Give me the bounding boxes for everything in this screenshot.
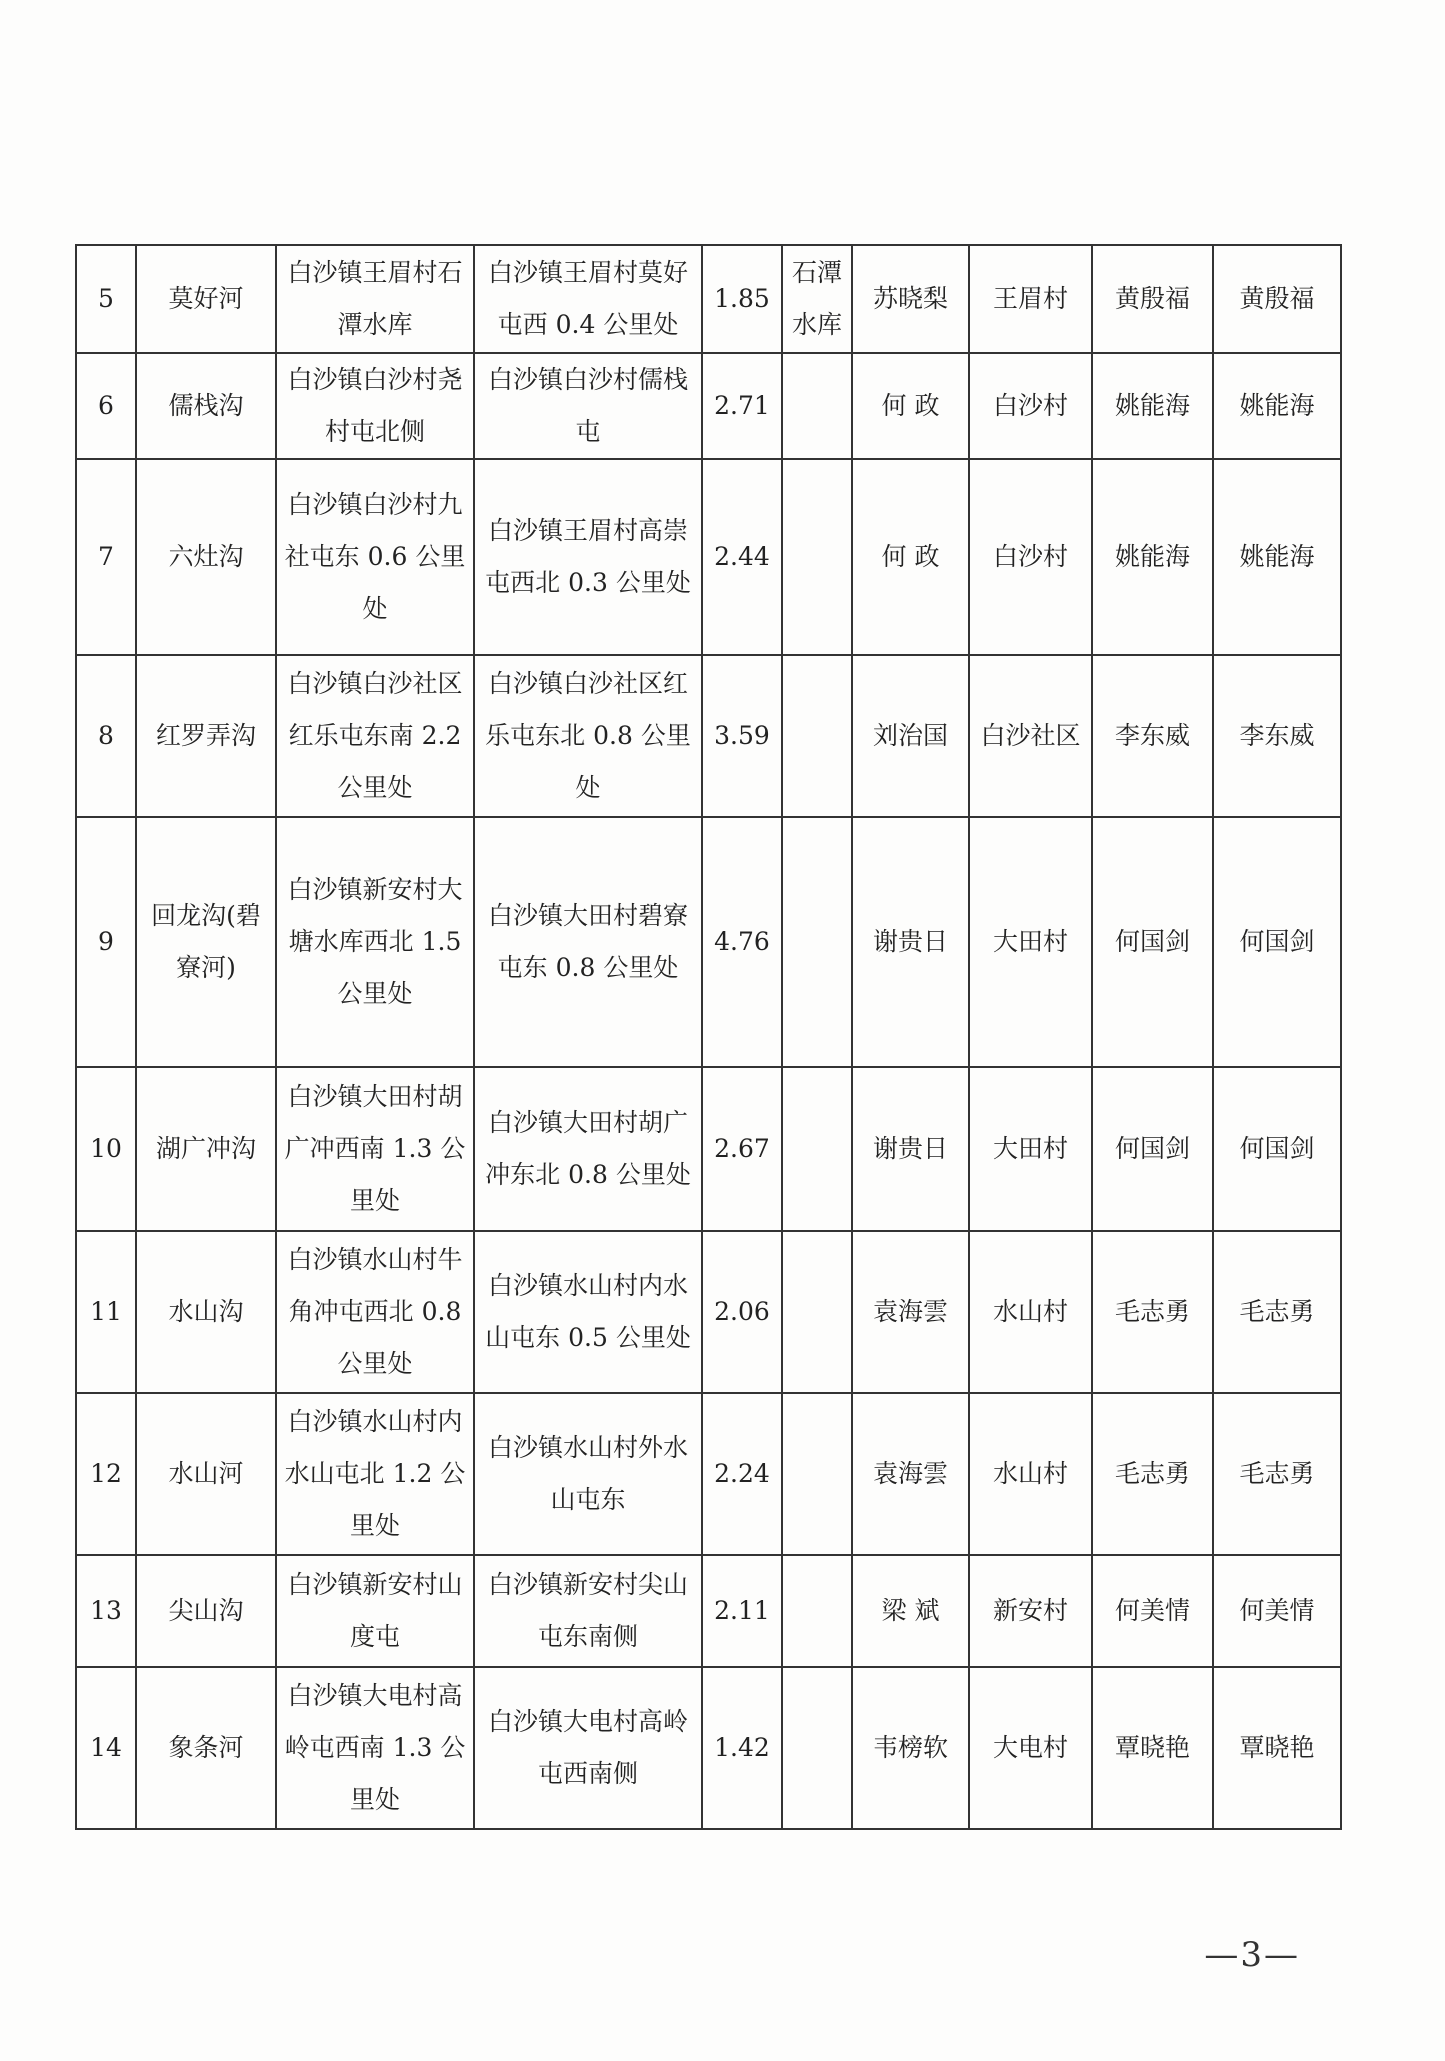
county-chief-cell: 谢贵日 (852, 1067, 969, 1231)
county-chief-cell: 梁 斌 (852, 1555, 969, 1667)
end-point-cell: 白沙镇王眉村莫好屯西 0.4 公里处 (474, 245, 702, 353)
village-chief-cell: 毛志勇 (1092, 1231, 1213, 1393)
county-chief-cell: 何 政 (852, 459, 969, 655)
village-chief-cell: 毛志勇 (1092, 1393, 1213, 1555)
end-point-cell: 白沙镇大田村碧寮屯东 0.8 公里处 (474, 817, 702, 1067)
village-cell: 新安村 (969, 1555, 1092, 1667)
county-chief-cell: 何 政 (852, 353, 969, 459)
length-km-cell: 4.76 (702, 817, 782, 1067)
village-chief-cell: 何美情 (1092, 1555, 1213, 1667)
table-row (76, 1667, 1341, 1829)
village-cell: 白沙村 (969, 459, 1092, 655)
village-chief-cell: 黄殷福 (1092, 245, 1213, 353)
row-number-cell: 8 (76, 655, 136, 817)
village-cell: 大田村 (969, 1067, 1092, 1231)
patroller-cell: 姚能海 (1213, 459, 1341, 655)
patroller-cell: 毛志勇 (1213, 1393, 1341, 1555)
river-name-cell: 水山河 (136, 1393, 276, 1555)
row-number-cell: 14 (76, 1667, 136, 1829)
length-km-cell: 2.11 (702, 1555, 782, 1667)
village-cell: 大田村 (969, 817, 1092, 1067)
table-row (76, 655, 1341, 817)
village-cell: 王眉村 (969, 245, 1092, 353)
row-number-cell: 5 (76, 245, 136, 353)
patroller-cell: 覃晓艳 (1213, 1667, 1341, 1829)
reservoir-cell (782, 655, 852, 817)
patroller-cell: 黄殷福 (1213, 245, 1341, 353)
table-row (76, 245, 1341, 353)
county-chief-cell: 谢贵日 (852, 817, 969, 1067)
start-point-cell: 白沙镇白沙村尧村屯北侧 (276, 353, 474, 459)
row-number-cell: 9 (76, 817, 136, 1067)
table-row (76, 817, 1341, 1067)
length-km-cell: 2.44 (702, 459, 782, 655)
patroller-cell: 李东威 (1213, 655, 1341, 817)
village-chief-cell: 姚能海 (1092, 353, 1213, 459)
patroller-cell: 毛志勇 (1213, 1231, 1341, 1393)
page-number: —3— (1204, 1935, 1300, 1975)
row-number-cell: 12 (76, 1393, 136, 1555)
end-point-cell: 白沙镇新安村尖山屯东南侧 (474, 1555, 702, 1667)
table-row (76, 1393, 1341, 1555)
village-chief-cell: 李东威 (1092, 655, 1213, 817)
length-km-cell: 1.85 (702, 245, 782, 353)
end-point-cell: 白沙镇大田村胡广冲东北 0.8 公里处 (474, 1067, 702, 1231)
table-row (76, 459, 1341, 655)
end-point-cell: 白沙镇白沙社区红乐屯东北 0.8 公里处 (474, 655, 702, 817)
patroller-cell: 何国剑 (1213, 1067, 1341, 1231)
table-row (76, 1067, 1341, 1231)
river-name-cell: 红罗弄沟 (136, 655, 276, 817)
county-chief-cell: 韦榜软 (852, 1667, 969, 1829)
length-km-cell: 2.67 (702, 1067, 782, 1231)
county-chief-cell: 刘治国 (852, 655, 969, 817)
village-cell: 白沙村 (969, 353, 1092, 459)
patroller-cell: 何美情 (1213, 1555, 1341, 1667)
reservoir-cell (782, 459, 852, 655)
end-point-cell: 白沙镇王眉村高崇屯西北 0.3 公里处 (474, 459, 702, 655)
village-cell: 水山村 (969, 1231, 1092, 1393)
row-number-cell: 10 (76, 1067, 136, 1231)
village-chief-cell: 何国剑 (1092, 817, 1213, 1067)
village-cell: 白沙社区 (969, 655, 1092, 817)
river-name-cell: 象条河 (136, 1667, 276, 1829)
river-name-cell: 尖山沟 (136, 1555, 276, 1667)
village-chief-cell: 姚能海 (1092, 459, 1213, 655)
reservoir-cell (782, 1231, 852, 1393)
county-chief-cell: 苏晓梨 (852, 245, 969, 353)
end-point-cell: 白沙镇水山村内水山屯东 0.5 公里处 (474, 1231, 702, 1393)
reservoir-cell (782, 1555, 852, 1667)
start-point-cell: 白沙镇新安村山度屯 (276, 1555, 474, 1667)
river-chief-table (75, 244, 1342, 1830)
river-name-cell: 回龙沟(碧寮河) (136, 817, 276, 1067)
river-name-cell: 水山沟 (136, 1231, 276, 1393)
start-point-cell: 白沙镇白沙村九社屯东 0.6 公里处 (276, 459, 474, 655)
patroller-cell: 何国剑 (1213, 817, 1341, 1067)
end-point-cell: 白沙镇白沙村儒栈屯 (474, 353, 702, 459)
row-number-cell: 13 (76, 1555, 136, 1667)
length-km-cell: 2.06 (702, 1231, 782, 1393)
start-point-cell: 白沙镇王眉村石潭水库 (276, 245, 474, 353)
reservoir-cell (782, 1393, 852, 1555)
river-name-cell: 湖广冲沟 (136, 1067, 276, 1231)
row-number-cell: 7 (76, 459, 136, 655)
length-km-cell: 2.24 (702, 1393, 782, 1555)
village-cell: 大电村 (969, 1667, 1092, 1829)
table-row (76, 353, 1341, 459)
length-km-cell: 3.59 (702, 655, 782, 817)
reservoir-cell (782, 1667, 852, 1829)
row-number-cell: 11 (76, 1231, 136, 1393)
river-name-cell: 六灶沟 (136, 459, 276, 655)
row-number-cell: 6 (76, 353, 136, 459)
reservoir-cell (782, 817, 852, 1067)
reservoir-cell (782, 1067, 852, 1231)
table-body (76, 245, 1341, 1829)
county-chief-cell: 袁海雲 (852, 1231, 969, 1393)
start-point-cell: 白沙镇大田村胡广冲西南 1.3 公里处 (276, 1067, 474, 1231)
end-point-cell: 白沙镇大电村高岭屯西南侧 (474, 1667, 702, 1829)
river-name-cell: 莫好河 (136, 245, 276, 353)
county-chief-cell: 袁海雲 (852, 1393, 969, 1555)
length-km-cell: 2.71 (702, 353, 782, 459)
end-point-cell: 白沙镇水山村外水山屯东 (474, 1393, 702, 1555)
table-row (76, 1231, 1341, 1393)
start-point-cell: 白沙镇白沙社区红乐屯东南 2.2 公里处 (276, 655, 474, 817)
village-chief-cell: 何国剑 (1092, 1067, 1213, 1231)
start-point-cell: 白沙镇新安村大塘水库西北 1.5 公里处 (276, 817, 474, 1067)
start-point-cell: 白沙镇大电村高岭屯西南 1.3 公里处 (276, 1667, 474, 1829)
reservoir-cell: 石潭水库 (782, 245, 852, 353)
village-cell: 水山村 (969, 1393, 1092, 1555)
table-row (76, 1555, 1341, 1667)
start-point-cell: 白沙镇水山村牛角冲屯西北 0.8 公里处 (276, 1231, 474, 1393)
patroller-cell: 姚能海 (1213, 353, 1341, 459)
reservoir-cell (782, 353, 852, 459)
start-point-cell: 白沙镇水山村内水山屯北 1.2 公里处 (276, 1393, 474, 1555)
village-chief-cell: 覃晓艳 (1092, 1667, 1213, 1829)
length-km-cell: 1.42 (702, 1667, 782, 1829)
river-name-cell: 儒栈沟 (136, 353, 276, 459)
